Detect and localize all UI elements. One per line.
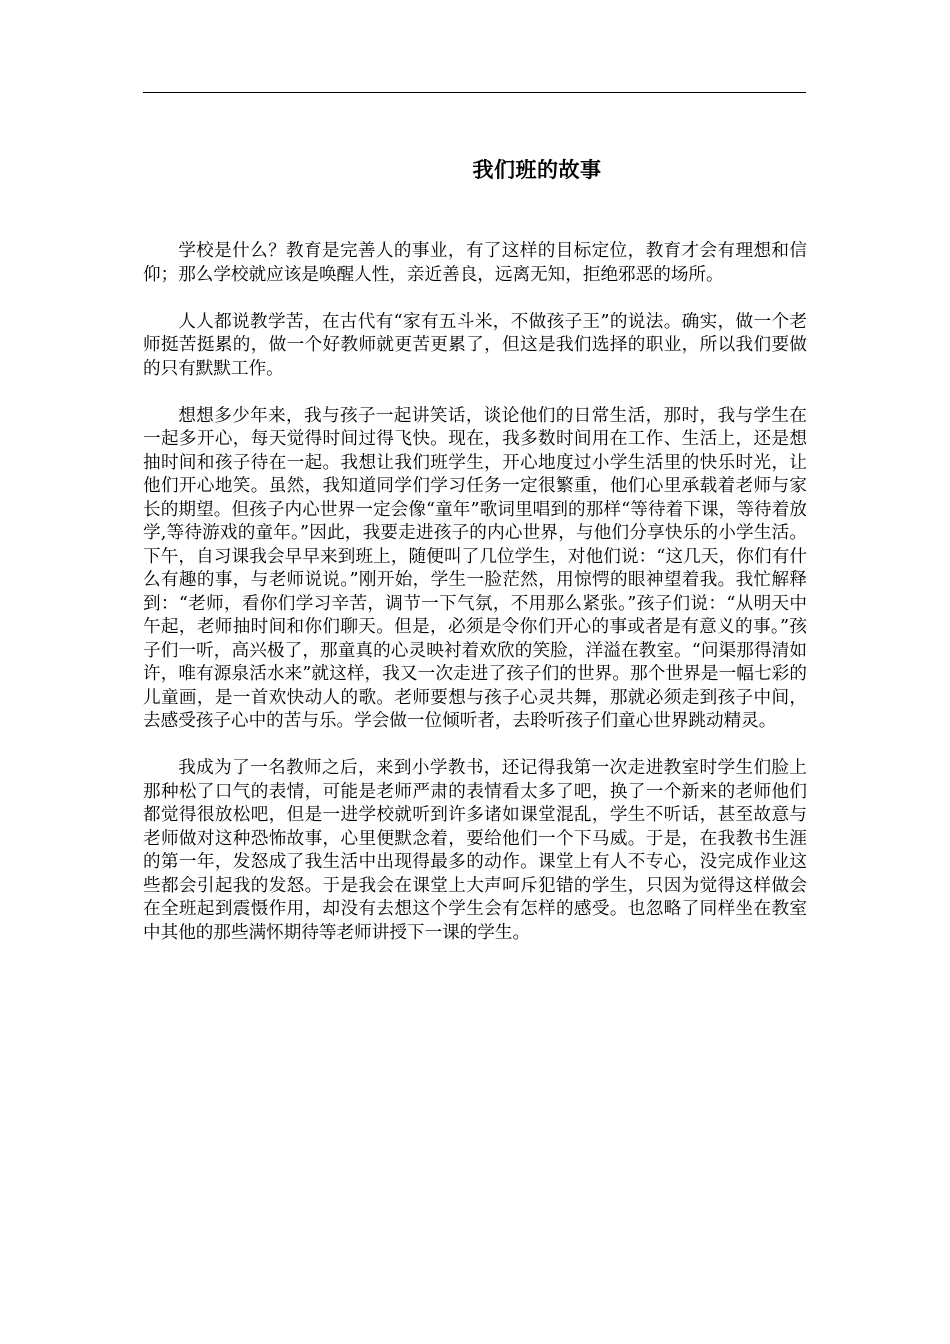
paragraph: 想想多少年来，我与孩子一起讲笑话，谈论他们的日常生活，那时，我与学生在一起多开心，每天觉得时间过得飞快。现在，我多数时间用在工作、生活上，还是想抽时间和孩子待在一起。我想让我们班学生，开心地度过小学生活里的快乐时光，让他们开心地笑。虽然，我知道同学们学习任务一定很繁重，他们心里承载着老师与家长的期望。但孩子内心世界一定会像“童年”歌词里唱到的那样“等待着下课，等待着放学,等待游戏的童年。”因此，我要走进孩子的内心世界，与他们分享快乐的小学生活。下午，自习课我会早早来到班上，随便叫了几位学生，对他们说：“这几天，你们有什么有趣的事，与老师说说。”刚开始，学生一脸茫然，用惊愕的眼神望着我。我忙解释到：“老师，看你们学习辛苦，调节一下气氛，不用那么紧张。”孩子们说：“从明天中午起，老师抽时间和你们聊天。但是，必须是令你们开心的事或者是有意义的事。”孩子们一听，高兴极了，那童真的心灵映衬着欢欣的笑脸，洋溢在教室。“问渠那得清如许，唯有源泉活水来”就这样，我又一次走进了孩子们的世界。那个世界是一幅七彩的儿童画，是一首欢快动人的歌。老师要想与孩子心灵共舞，那就必须走到孩子中间，去感受孩子心中的苦与乐。学会做一位倾听者，去聆听孩子们童心世界跳动精灵。	[143, 405, 807, 731]
paragraph: 我成为了一名教师之后，来到小学教书，还记得我第一次走进教室时学生们脸上那种松了口气的表情，可能是老师严肃的表情看太多了吧，换了一个新来的老师他们都觉得很放松吧，但是一进学校就听到许多诸如课堂混乱，学生不听话，甚至故意与老师做对这种恐怖故事，心里便默念着，要给他们一个下马威。于是，在我教书生涯的第一年，发怒成了我生活中出现得最多的动作。课堂上有人不专心，没完成作业这些都会引起我的发怒。于是我会在课堂上大声呵斥犯错的学生，只因为觉得这样做会在全班起到震慑作用，却没有去想这个学生会有怎样的感受。也忽略了同样坐在教室中其他的那些满怀期待等老师讲授下一课的学生。	[143, 758, 807, 943]
document-title: 我们班的故事	[472, 157, 602, 182]
paragraph: 学校是什么？教育是完善人的事业，有了这样的目标定位，教育才会有理想和信仰；那么学校就应该是唤醒人性，亲近善良，远离无知，拒绝邪恶的场所。	[143, 241, 807, 285]
paragraph: 人人都说教学苦，在古代有“家有五斗米，不做孩子王”的说法。确实，做一个老师挺苦挺累的，做一个好教师就更苦更累了，但这是我们选择的职业，所以我们要做的只有默默工作。	[143, 311, 807, 379]
header-rule	[143, 92, 806, 93]
document-body	[143, 240, 807, 969]
